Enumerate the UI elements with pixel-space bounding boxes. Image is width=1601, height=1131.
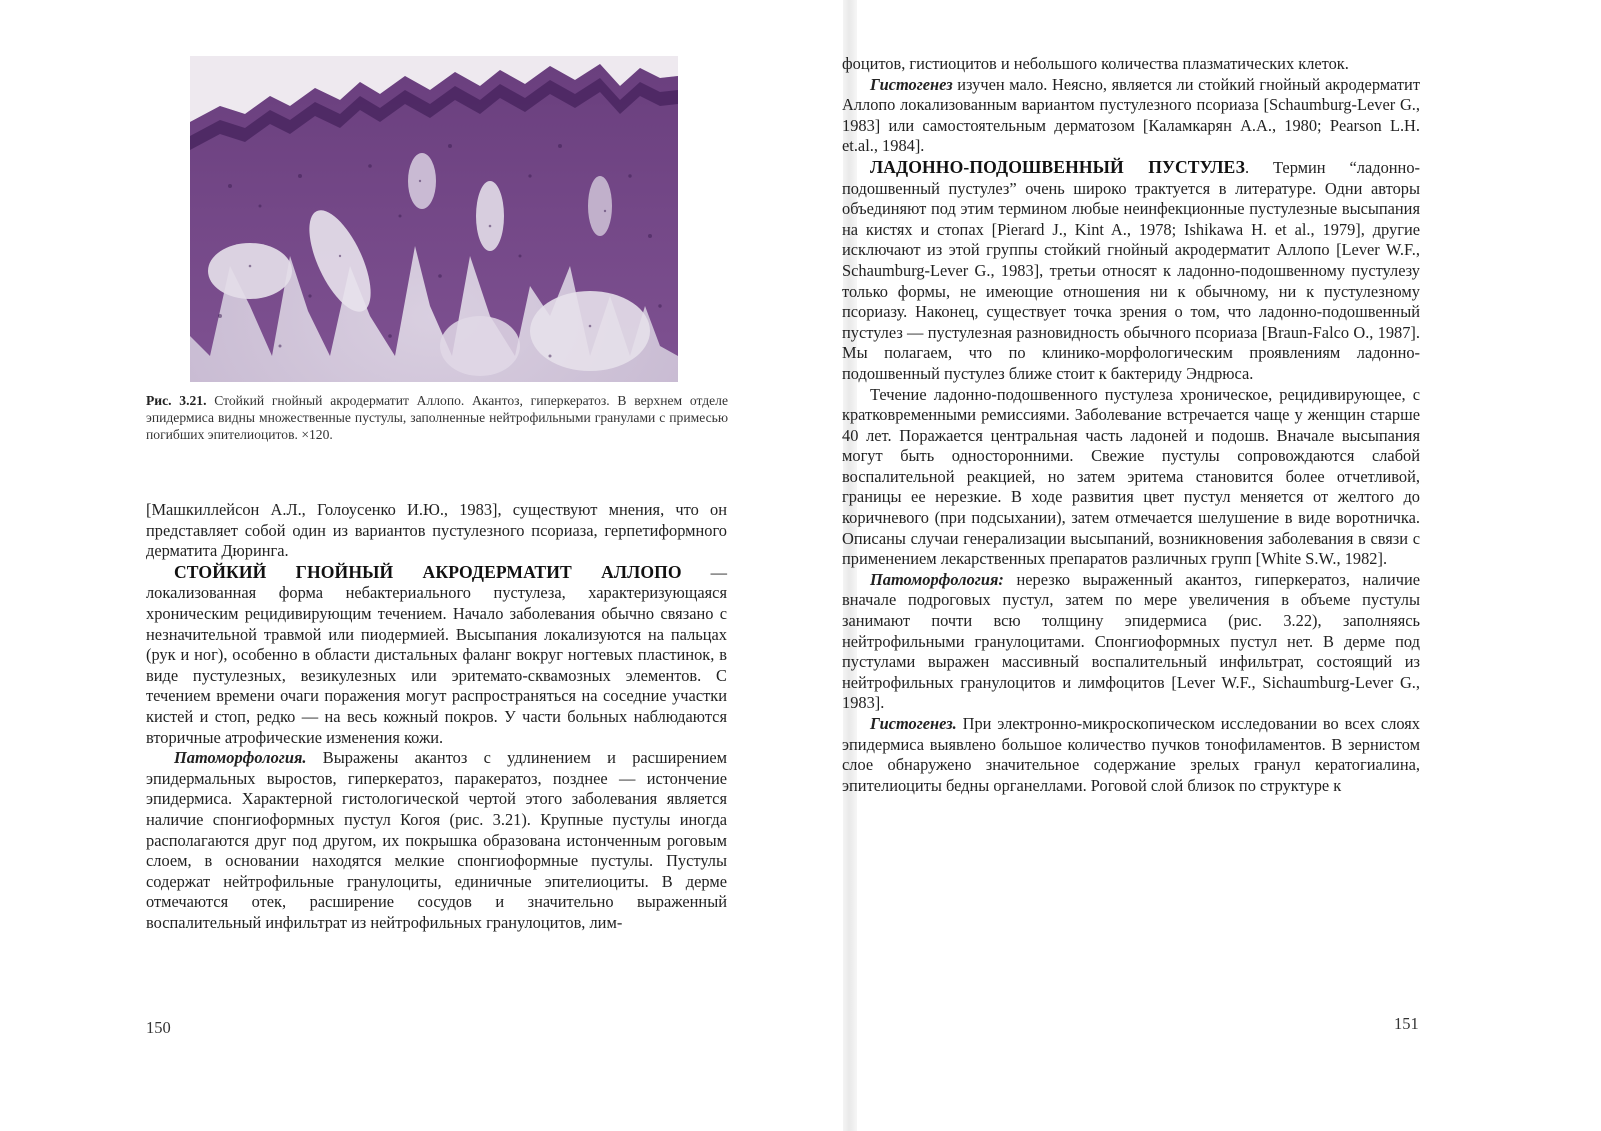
- paragraph-lead: Гистогенез.: [870, 714, 957, 733]
- paragraph: фоцитов, гистиоцитов и небольшого количества плазматических клеток.: [842, 54, 1349, 73]
- paragraph-text: — локализованная форма небактериального пустулеза, характеризующаяся хроническим рецидивирующим течением. Начало заболевания обычно связано с незначительной травмой или пиодермией. Высыпания локализуются на пальцах (рук и ног), особенно в области дистальных фаланг вокруг ногтевых пластинок, в виде пустулезных, везикулезных или эритемато-сквамозных элементов. С течением времени очаги поражения могут распространяться на соседние участки кистей и стоп, редко — на весь кожный покров. У части больных наблюдаются вторичные атрофические изменения кожи.: [146, 562, 727, 747]
- paragraph-text: изучен мало. Неясно, является ли стойкий гнойный акродерматит Аллопо локализованным вариантом пустулезного псориаза [Schaumburg-Lever G., 1983] или самостоятельным дерматозом [Каламкарян А.А., 1980; Pearson L.H. et.al., 1984].: [842, 74, 1420, 156]
- paragraph: [Машкиллейсон А.Л., Голоусенко И.Ю., 1983], существуют мнения, что он представляет собой один из вариантов пустулезного псориаза, герпетиформного дерматита Дюринга.: [146, 500, 727, 561]
- paragraph: [842, 75, 1420, 157]
- paragraph: [842, 157, 1420, 385]
- paragraph-text: . Термин “ладонно-подошвенный пустулез” очень широко трактуется в литературе. Одни авторы объединяют под этим термином любые неинфекционные пустулезные высыпания на кистях и стопах [Pierard J., Kint A., 1978; Ishikawa H. et al., 1979], другие исключают из этой группы стойкий гнойный акродерматит Аллопо [Lever W.F., Schaumburg-Lever G., 1983], третьи относят к ладонно-подошвенному пустулезу только формы, не имеющие отношения ни к обычному, ни к пустулезному псориазу. Наконец, существует точка зрения о том, что ладонно-подошвенный пустулез — пустулезная разновидность обычного псориаза [Braun-Falco O., 1987]. Мы полагаем, что по клинико-морфологическим проявлениям ладонно-подошвенный пустулез ближе стоит к бактериду Эндрюса.: [842, 157, 1420, 383]
- histology-micrograph: [190, 56, 678, 382]
- paragraph-lead: Гистогенез: [870, 74, 953, 94]
- paragraph: [146, 562, 727, 748]
- paragraph-text: нерезко выраженный акантоз, гиперкератоз, наличие вначале подроговых пустул, затем по мере увеличения в объеме пустулы занимают почти всю толщину эпидермиса (рис. 3.22), заполняясь нейтрофильными гранулоцитами. Спонгиоформных пустул нет. В дерме под пустулами выражен массивный воспалительный инфильтрат, состоящий из нейтрофильных гранулоцитов и лимфоцитов [Lever W.F., Sichaumburg-Lever G., 1983].: [842, 569, 1420, 713]
- paragraph-lead: Патоморфология:: [870, 569, 1004, 589]
- caption-text: Стойкий гнойный акродерматит Аллопо. Акантоз, гиперкератоз. В верхнем отделе эпидермиса видны множественные пустулы, заполненные нейтрофильными гранулами с примесью погибших эпителиоцитов. ×120.: [146, 393, 728, 442]
- paragraph: [842, 714, 1420, 796]
- paragraph: Течение ладонно-подошвенного пустулеза хроническое, рецидивирующее, с кратковременными ремиссиями. Заболевание встречается чаще у женщин старше 40 лет. Поражается центральная часть ладоней и подошв. Вначале высыпания могут быть односторонними. Свежие пустулы сопровождаются слабой воспалительной реакцией, но затем эритема становится более отчетливой, границы ее нерезкие. В ходе развития цвет пустул меняется от желтого до коричневого (при подсыхании), затем отмечается шелушение в виде воротничка. Описаны случаи генерализации высыпаний, возникновения заболевания в связи с применением лекарственных препаратов различных групп [White S.W., 1982].: [842, 384, 1420, 569]
- left-text-column: [146, 500, 727, 933]
- page-number: 151: [1394, 1014, 1419, 1033]
- page-number: 150: [146, 1018, 171, 1037]
- caption-label: Рис. 3.21.: [146, 393, 207, 408]
- figure-caption: [146, 392, 728, 443]
- right-text-column: [842, 54, 1420, 796]
- paragraph-text: Выражены акантоз с удлинением и расширением эпидермальных выростов, гиперкератоз, паракератоз, позднее — истончение эпидермиса. Характерной гистологической чертой этого заболевания является наличие спонгиоформных пустул Когоя (рис. 3.21). Крупные пустулы иногда располагаются друг под другом, их покрышка образована истонченным роговым слоем, в основании находятся мелкие спонгиоформные пустулы. Пустулы содержат нейтрофильные гранулоциты, единичные эпителиоциты. В дерме отмечаются отек, расширение сосудов и значительно выраженный воспалительный инфильтрат из нейтрофильных гранулоцитов, лим-: [146, 748, 727, 932]
- section-heading: СТОЙКИЙ ГНОЙНЫЙ АКРОДЕРМАТИТ АЛЛОПО: [174, 561, 682, 582]
- paragraph-lead: Патоморфология.: [174, 748, 307, 768]
- paragraph: [146, 748, 727, 933]
- section-heading: ЛАДОННО-ПОДОШВЕННЫЙ ПУСТУЛЕЗ: [870, 156, 1245, 177]
- paragraph: [842, 570, 1420, 714]
- right-page: [842, 0, 1601, 1131]
- paragraph-text: При электронно-микроскопическом исследовании во всех слоях эпидермиса выявлено большое количество пучков тонофиламентов. В зернистом слое обнаружено значительное содержание зрелых гранул кератогиалина, эпителиоциты бедны органеллами. Роговой слой близок по структуре к: [842, 714, 1420, 795]
- micrograph-image: [190, 56, 678, 382]
